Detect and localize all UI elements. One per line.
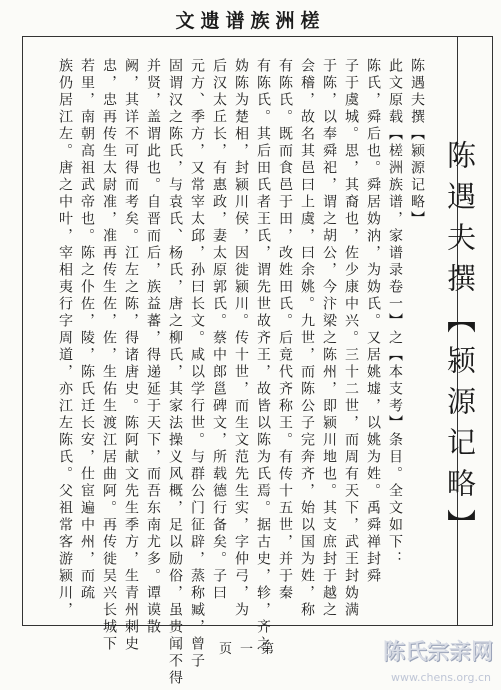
text-column-13: 并贤，盖谓此也。自晋而后，族益蕃，得递延于天下，而吾东南尤多。谭谟散 [145, 58, 161, 636]
text-column-12: 固谓汉之陈氏，与袁氏、杨氏，唐之柳氏，其家法操义风概，足以励俗，虽贵闻不得 [167, 58, 183, 687]
text-column-14: 阙，其详不可得而考矣。江左之陈，得诸唐史。陈阿献文先生季方，生青州刺史 [123, 58, 139, 653]
text-column-10: 后汉太丘长，有惠政，妻太原郭氏。蔡中郎邕碑文，所载德行备矣。子曰 [211, 58, 227, 602]
text-column-17: 族仍居江左。唐之中叶，宰相夷行字周道，亦江左陈氏。父祖常客游颍川， [57, 58, 73, 619]
text-column-2: 此文原载【槎洲族谱，家谱录卷一】之【本支考】条目。全文如下： [387, 58, 403, 568]
text-column-9: 妫陈为楚相，封颍川侯，因徙颍川。传十世，而生文范先生实，字仲弓，为 [233, 58, 249, 619]
text-column-15: 忠，忠再传生太尉准，准再传生佐，佐，生佑生渡江居曲阿。再传徙吴兴长城下 [101, 58, 117, 653]
text-column-16: 若里，南朝高祖武帝也。陈之仆佐，陵，陈氏迁长安，仕宦遍中州，而疏 [79, 58, 95, 602]
watermark-brand: 陈氏宗亲网 [382, 640, 493, 665]
watermark-url: www.chens.org.cn [390, 671, 491, 684]
page-header-title: 文遗谱族洲槎 [175, 10, 326, 32]
text-column-4: 子于虞城。思，其裔也，佐少康中兴。三十二世，而周有天下，武王封妫满 [343, 58, 359, 619]
text-column-3: 陈氏，舜后也。舜居妫汭，为妫氏。又居姚墟，以姚为姓。禹舜禅封舜 [365, 58, 381, 585]
page-number: 页一第 [218, 642, 282, 657]
text-column-5: 于陈，以奉舜祀，谓之胡公，今汴梁之陈州，即颍川地也。其支庶封于越之 [321, 58, 337, 619]
text-column-1: 陈遇夫撰【颍源记略】 [409, 58, 425, 228]
text-column-6: 会稽，故名其邑曰上虞，曰余姚。九世，而陈公子完奔齐，始以国为姓，称 [299, 58, 315, 619]
side-title: 陈遇夫撰【颍源记略】 [443, 140, 477, 550]
text-column-11: 元方、季方，又常宰太邱，孙曰长文。咸以学行世。与群公门征辟，蒸称臧，曾子 [189, 58, 205, 670]
text-column-8: 有陈氏。其后田氏者王氏，谓先世故齐王，故皆以陈为氏焉。据古史，轸，齐之 [255, 58, 271, 653]
text-column-7: 有陈氏。既而食邑于田，改姓田氏。后竟代齐称王。有传十五世，并于秦 [277, 58, 293, 602]
